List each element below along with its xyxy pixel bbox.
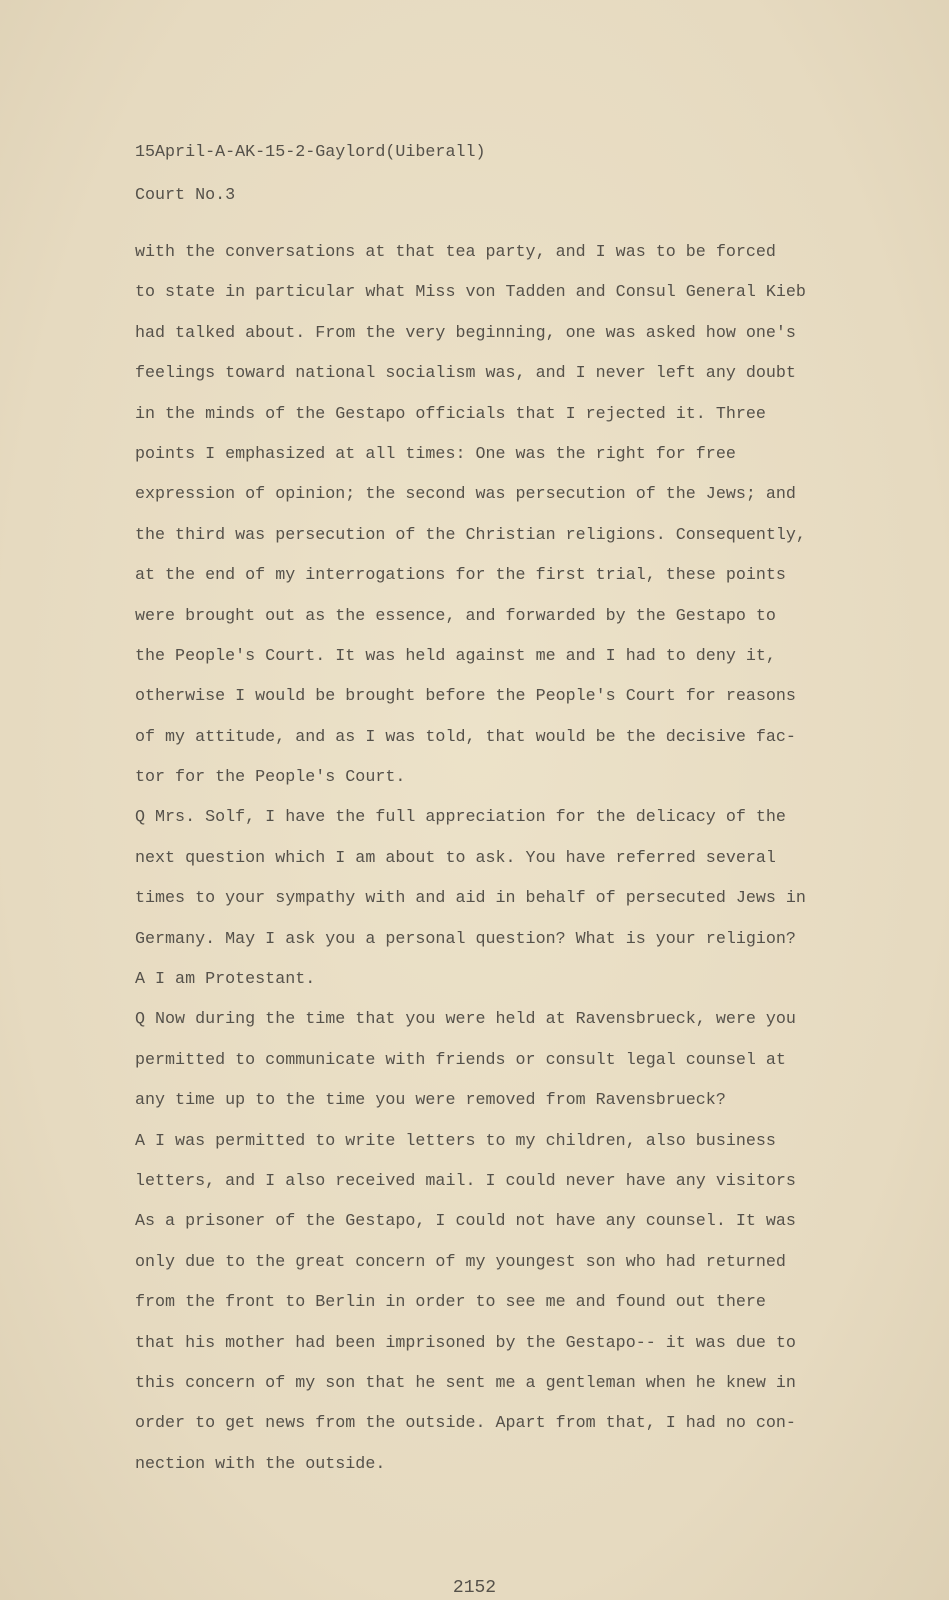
transcript-line: from the front to Berlin in order to see me and found out there xyxy=(135,1293,766,1313)
transcript-line: to state in particular what Miss von Tadden and Consul General Kieb xyxy=(135,283,806,303)
transcript-line: nection with the outside. xyxy=(135,1454,386,1474)
transcript-line: at the end of my interrogations for the first trial, these points xyxy=(135,566,786,586)
transcript-line: A I was permitted to write letters to my children, also business xyxy=(135,1131,776,1151)
transcript-line: next question which I am about to ask. You have referred several xyxy=(135,848,776,868)
transcript-line: any time up to the time you were removed from Ravensbrueck? xyxy=(135,1091,726,1111)
transcript-line: expression of opinion; the second was persecution of the Jews; and xyxy=(135,485,796,505)
court-number: Court No.3 xyxy=(135,186,236,205)
transcript-line: Q Mrs. Solf, I have the full appreciation for the delicacy of the xyxy=(135,808,786,828)
transcript-line: had talked about. From the very beginning, one was asked how one's xyxy=(135,323,796,343)
transcript-line: that his mother had been imprisoned by the Gestapo-- it was due to xyxy=(135,1333,796,1353)
transcript-line: the People's Court. It was held against me and I had to deny it, xyxy=(135,646,776,666)
document-reference: 15April-A-AK-15-2-Gaylord(Uiberall) xyxy=(135,143,486,162)
transcript-line: the third was persecution of the Christian religions. Consequently, xyxy=(135,525,806,545)
transcript-body xyxy=(135,241,835,1493)
page-number: 2152 xyxy=(452,1578,497,1598)
transcript-line: this concern of my son that he sent me a gentleman when he knew in xyxy=(135,1373,796,1393)
transcript-line: permitted to communicate with friends or consult legal counsel at xyxy=(135,1050,786,1070)
transcript-line: in the minds of the Gestapo officials that I rejected it. Three xyxy=(135,404,766,424)
transcript-line: feelings toward national socialism was, and I never left any doubt xyxy=(135,364,796,384)
transcript-line: times to your sympathy with and aid in behalf of persecuted Jews in xyxy=(135,889,806,909)
transcript-line: A I am Protestant. xyxy=(135,970,316,990)
transcript-line: otherwise I would be brought before the People's Court for reasons xyxy=(135,687,796,707)
transcript-line: tor for the People's Court. xyxy=(135,768,406,788)
transcript-line: Germany. May I ask you a personal question? What is your religion? xyxy=(135,929,796,949)
transcript-line: As a prisoner of the Gestapo, I could not have any counsel. It was xyxy=(135,1212,796,1232)
transcript-line: of my attitude, and as I was told, that would be the decisive fac- xyxy=(135,727,796,747)
transcript-line: only due to the great concern of my youngest son who had returned xyxy=(135,1252,786,1272)
transcript-line: with the conversations at that tea party, and I was to be forced xyxy=(135,243,776,262)
transcript-line: points I emphasized at all times: One was the right for free xyxy=(135,444,736,464)
transcript-line: order to get news from the outside. Apart from that, I had no con- xyxy=(135,1414,796,1434)
transcript-line: Q Now during the time that you were held at Ravensbrueck, were you xyxy=(135,1010,796,1030)
transcript-line: letters, and I also received mail. I could never have any visitors xyxy=(135,1171,796,1191)
transcript-line: were brought out as the essence, and forwarded by the Gestapo to xyxy=(135,606,776,626)
